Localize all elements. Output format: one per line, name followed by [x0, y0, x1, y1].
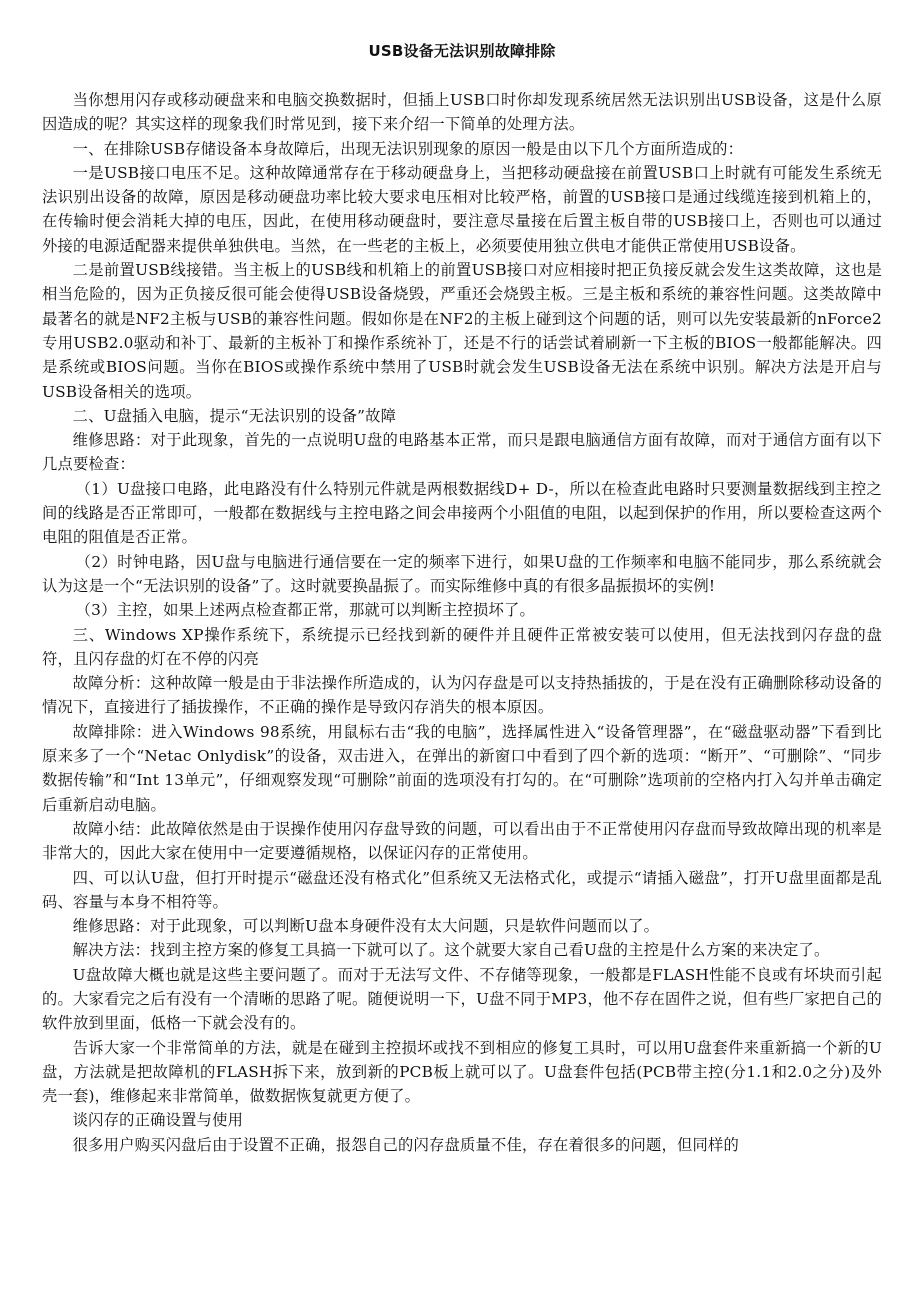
section-3-heading: 三、Windows XP操作系统下，系统提示已经找到新的硬件并且硬件正常被安装可以使用，但无法找到闪存盘的盘符，且闪存盘的灯在不停的闪亮 [42, 625, 882, 668]
paragraph-repair-idea-2: 维修思路：对于此现象，可以判断U盘本身硬件没有太大问题，只是软件问题而以了。 [72, 917, 660, 936]
document-title: USB设备无法识别故障排除 [368, 42, 556, 60]
section-5-heading: 谈闪存的正确设置与使用 [72, 1111, 244, 1130]
document-page [42, 40, 882, 1157]
paragraph-fault-analysis: 故障分析：这种故障一般是由于非法操作所造成的，认为闪存盘是可以支持热插拔的，于是在没有正确删除移动设备的情况下，直接进行了插拔操作，不正确的操作是导致闪存消失的根本原因。 [42, 674, 882, 717]
intro-paragraph: 当你想用闪存或移动硬盘来和电脑交换数据时，但插上USB口时你却发现系统居然无法识别出USB设备，这是什么原因造成的呢？其实这样的现象我们时常见到，接下来介绍一下简单的处理方法。 [42, 91, 882, 134]
paragraph-summary: U盘故障大概也就是这些主要问题了。而对于无法写文件、不存储等现象，一般都是FLASH性能不良或有坏块而引起的。大家看完之后有没有一个清晰的思路了呢。随便说明一下，U盘不同于MP3，他不存在固件之说，但有些厂家把自己的软件放到里面，低格一下就会没有的。 [42, 965, 882, 1033]
section-4-heading: 四、可以认U盘，但打开时提示“磁盘还没有格式化”但系统又无法格式化，或提示“请插入磁盘”，打开U盘里面都是乱码、容量与本身不相符等。 [42, 868, 882, 911]
paragraph-voltage: 一是USB接口电压不足。这种故障通常存在于移动硬盘身上，当把移动硬盘接在前置USB口上时就有可能发生系统无法识别出设备的故障，原因是移动硬盘功率比较大要求电压相对比较严格，前置的USB接口是通过线缆连接到机箱上的，在传输时便会消耗大掉的电压，因此，在使用移动硬盘时，要注意尽量接在后置主板自带的USB接口上，否则也可以通过外接的电源适配器来提供单独供电。当然，在一些老的主板上，必须要使用独立供电才能供正常使用USB设备。 [42, 163, 882, 255]
paragraph-repair-idea: 维修思路：对于此现象，首先的一点说明U盘的电路基本正常，而只是跟电脑通信方面有故障，而对于通信方面有以下几点要检查： [42, 431, 882, 474]
paragraph-item-3: （3）主控，如果上述两点检查都正常，那就可以判断主控损坏了。 [75, 601, 535, 620]
paragraph-solution: 解决方法：找到主控方案的修复工具搞一下就可以了。这个就要大家自己看U盘的主控是什么方案的来决定了。 [72, 941, 830, 960]
paragraph-item-2: （2）时钟电路，因U盘与电脑进行通信要在一定的频率下进行，如果U盘的工作频率和电脑不能同步，那么系统就会认为这是一个“无法识别的设备”了。这时就要换晶振了。而实际维修中真的有很多晶振损坏的实例! [42, 552, 882, 595]
paragraph-kit-method: 告诉大家一个非常简单的方法，就是在碰到主控损坏或找不到相应的修复工具时，可以用U盘套件来重新搞一个新的U盘，方法就是把故障机的FLASH拆下来，放到新的PCB板上就可以了。U盘套件包括(PCB带主控(分1.1和2.0之分)及外壳一套)，维修起来非常简单，做数据恢复就更方便了。 [42, 1038, 882, 1106]
paragraph-item-1: （1）U盘接口电路，此电路没有什么特别元件就是两根数据线D+ D-，所以在检查此电路时只要测量数据线到主控之间的线路是否正常即可，一般都在数据线与主控电路之间会串接两个小阻值的电阻，以起到保护的作用，所以要检查这两个电阻的阻值是否正常。 [42, 479, 882, 547]
section-1-heading: 一、在排除USB存储设备本身故障后，出现无法识别现象的原因一般是由以下几个方面所造成的： [72, 139, 744, 158]
section-2-heading: 二、U盘插入电脑，提示“无法识别的设备”故障 [72, 406, 397, 425]
paragraph-fault-fix: 故障排除：进入Windows 98系统，用鼠标右击“我的电脑”，选择属性进入“设备管理器”，在“磁盘驱动器”下看到比原来多了一个“Netac Onlydisk”的设备，双击进入，在弹出的新窗口中看到了四个新的选项：“断开”、“可删除”、“同步数据传输”和“Int 13单元”，仔细观察发现“可删除”前面的选项没有打勾的。在“可删除”选项前的空格内打入勾并单击确定后重新启动电脑。 [42, 722, 882, 814]
paragraph-front-usb: 二是前置USB线接错。当主板上的USB线和机箱上的前置USB接口对应相接时把正负接反就会发生这类故障，这也是相当危险的，因为正负接反很可能会使得USB设备烧毁，严重还会烧毁主板。三是主板和系统的兼容性问题。这类故障中最著名的就是NF2主板与USB的兼容性问题。假如你是在NF2的主板上碰到这个问题的话，则可以先安装最新的nForce2专用USB2.0驱动和补丁、最新的主板补丁和操作系统补丁，还是不行的话尝试着刷新一下主板的BIOS一般都能解决。四是系统或BIOS问题。当你在BIOS或操作系统中禁用了USB时就会发生USB设备无法在系统中识别。解决方法是开启与USB设备相关的选项。 [42, 261, 882, 401]
paragraph-last: 很多用户购买闪盘后由于设置不正确，报怨自己的闪存盘质量不佳，存在着很多的问题，但同样的 [72, 1135, 739, 1154]
paragraph-fault-summary: 故障小结：此故障依然是由于误操作使用闪存盘导致的问题，可以看出由于不正常使用闪存盘而导致故障出现的机率是非常大的，因此大家在使用中一定要遵循规格，以保证闪存的正常使用。 [42, 819, 882, 863]
